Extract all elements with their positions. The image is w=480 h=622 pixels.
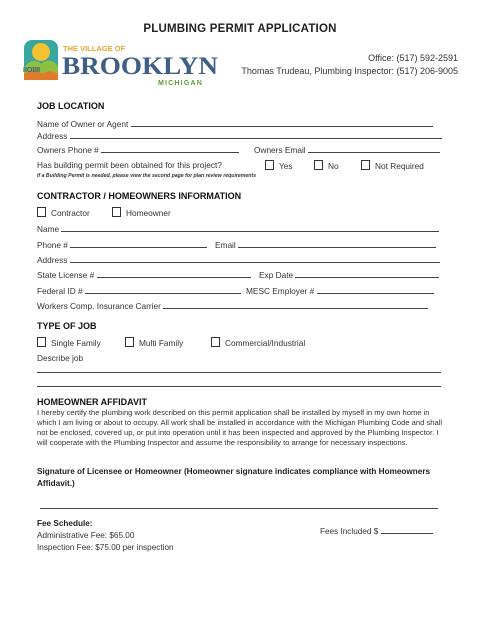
- contractor-email-field[interactable]: [215, 239, 436, 250]
- type-of-job-heading: TYPE OF JOB: [37, 321, 97, 331]
- affidavit-text: I hereby certify the plumbing work described on this permit application shall be installed by myself in my own home in which I am living or about to occupy. All work shall be installed in accordance with the Michigan Plumbing Code and shall not be enclosed, covered up, or put into operation until it has been inspected and approved by the Plumbing Inspector. I will cooperate with the Plumbing Inspector and assume the responsibility to arrange for necessary inspections.: [37, 408, 443, 448]
- permit-no-option[interactable]: [314, 160, 339, 171]
- signature-line[interactable]: [40, 508, 438, 509]
- fees-included-field[interactable]: [320, 525, 433, 536]
- license-field[interactable]: [37, 269, 251, 280]
- logo-line2: BROOKLYN: [62, 53, 218, 80]
- permit-not-required-option[interactable]: [361, 160, 424, 171]
- owner-field[interactable]: [37, 118, 433, 129]
- phone-label: Phone #: [37, 240, 68, 250]
- email-label: Email: [215, 240, 236, 250]
- contractor-name-field[interactable]: [37, 223, 439, 234]
- svg-text:IIOIIII: IIOIIII: [23, 67, 41, 74]
- owner-email-field[interactable]: [254, 144, 440, 155]
- commercial-label: Commercial/Industrial: [225, 338, 306, 348]
- office-phone: Office: (517) 592-2591: [368, 53, 458, 63]
- checkbox[interactable]: [112, 207, 121, 217]
- owner-phone-field[interactable]: [37, 144, 239, 155]
- no-label: No: [328, 161, 339, 171]
- checkbox[interactable]: [314, 160, 323, 170]
- yes-label: Yes: [279, 161, 293, 171]
- single-family-option[interactable]: [37, 337, 101, 348]
- permit-yes-option[interactable]: [265, 160, 293, 171]
- logo-line1: THE VILLAGE OF: [63, 44, 126, 53]
- mesc-field[interactable]: [246, 285, 434, 296]
- contractor-address-field[interactable]: [37, 254, 440, 265]
- job-address-label: Address: [37, 131, 68, 141]
- multi-family-option[interactable]: [125, 337, 183, 348]
- owner-label: Name of Owner or Agent: [37, 119, 129, 129]
- commercial-option[interactable]: [211, 337, 305, 348]
- village-logo: [22, 38, 222, 90]
- contractor-label: Contractor: [51, 208, 90, 218]
- page-title: PLUMBING PERMIT APPLICATION: [143, 23, 337, 35]
- single-family-label: Single Family: [51, 338, 101, 348]
- exp-date-field[interactable]: [259, 269, 439, 280]
- checkbox[interactable]: [37, 207, 46, 217]
- checkbox[interactable]: [37, 337, 46, 347]
- admin-fee: Administrative Fee: $65.00: [37, 531, 135, 540]
- describe-line-2[interactable]: [37, 386, 441, 387]
- checkbox[interactable]: [211, 337, 220, 347]
- homeowner-label: Homeowner: [126, 208, 171, 218]
- permit-note: If a Building Permit is needed, please view the second page for plan review requirements: [37, 173, 257, 179]
- owner-phone-label: Owners Phone #: [37, 145, 99, 155]
- fees-included-label: Fees Included $: [320, 527, 379, 536]
- contact-block: [241, 52, 458, 78]
- checkbox[interactable]: [361, 160, 370, 170]
- address-label: Address: [37, 255, 68, 265]
- affidavit-heading: HOMEOWNER AFFIDAVIT: [37, 397, 147, 407]
- signature-label: Signature of Licensee or Homeowner (Homeowner signature indicates compliance with Homeowners Affidavit.): [37, 467, 431, 488]
- permit-question: Has building permit been obtained for this project?: [37, 160, 222, 170]
- job-address-field[interactable]: [37, 130, 442, 141]
- contractor-heading: CONTRACTOR / HOMEOWNERS INFORMATION: [37, 191, 242, 201]
- name-label: Name: [37, 224, 60, 234]
- inspector-phone: Thomas Trudeau, Plumbing Inspector: (517) 206-9005: [241, 66, 458, 76]
- not-required-label: Not Required: [375, 161, 424, 171]
- fee-schedule-heading: Fee Schedule:: [37, 519, 93, 528]
- workers-comp-field[interactable]: [37, 300, 428, 311]
- multi-family-label: Multi Family: [139, 338, 184, 348]
- license-label: State License #: [37, 270, 95, 280]
- describe-line-1[interactable]: [37, 372, 441, 373]
- checkbox[interactable]: [125, 337, 134, 347]
- contractor-phone-field[interactable]: [37, 239, 207, 250]
- federal-id-label: Federal ID #: [37, 286, 83, 296]
- contractor-option[interactable]: [37, 207, 90, 218]
- mesc-label: MESC Employer #: [246, 286, 315, 296]
- logo-line3: MICHIGAN: [158, 80, 203, 87]
- exp-date-label: Exp Date: [259, 270, 294, 280]
- federal-id-field[interactable]: [37, 285, 241, 296]
- checkbox[interactable]: [265, 160, 274, 170]
- describe-job-label: Describe job: [37, 353, 84, 363]
- workers-comp-label: Workers Comp. Insurance Carrier: [37, 301, 161, 311]
- job-location-heading: JOB LOCATION: [37, 101, 105, 111]
- owner-email-label: Owners Email: [254, 145, 306, 155]
- inspection-fee: Inspection Fee: $75.00 per inspection: [37, 543, 174, 552]
- homeowner-option[interactable]: [112, 207, 171, 218]
